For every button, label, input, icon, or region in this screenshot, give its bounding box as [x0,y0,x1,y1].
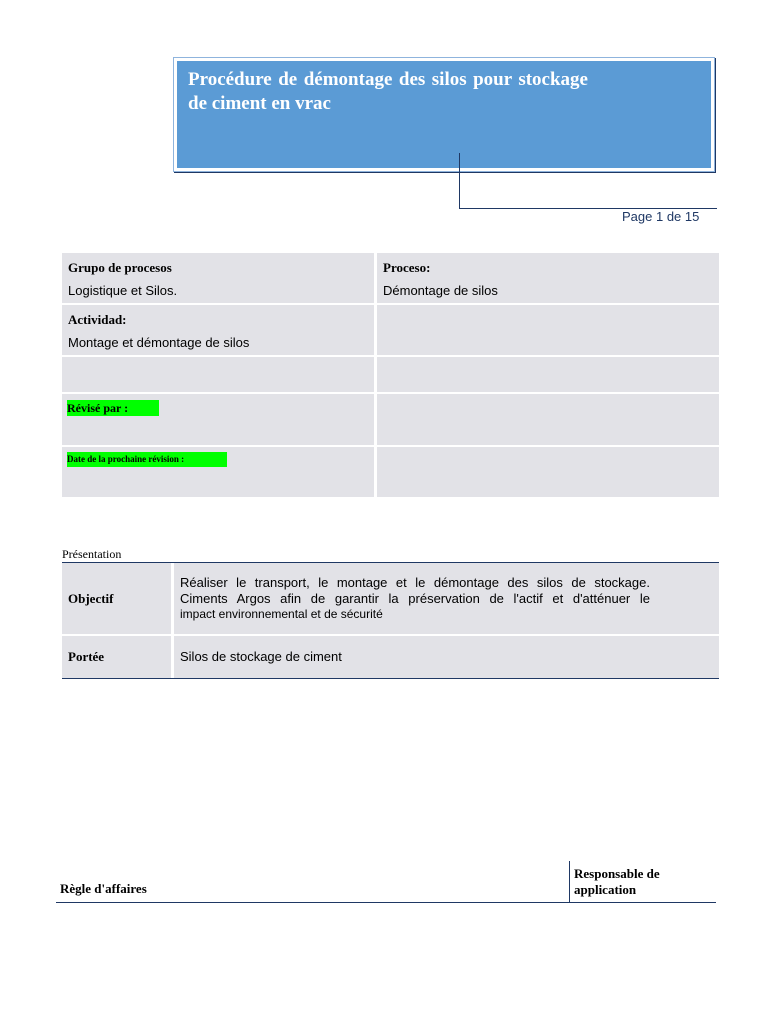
presentation-table [62,562,719,679]
rules-bottom-rule [56,902,716,903]
objective-text-line-3: impact environnemental et de sécurité [180,607,383,621]
table-row [62,253,719,305]
process-info-table [62,253,719,497]
next-revision-label: Date de la prochaine révision : [67,452,227,467]
page-indicator: Page 1 de 15 [622,209,700,224]
objective-label: Objectif [68,591,114,606]
activity-value: Montage et démontage de silos [68,335,250,350]
scope-label: Portée [68,649,105,664]
next-revision-value-cell [377,447,719,497]
table-row [62,563,719,636]
empty-cell [62,357,377,392]
process-label: Proceso: [383,260,431,275]
responsible-column-header: Responsable de application [574,866,660,897]
document-title-box [174,58,714,171]
activity-label: Actividad: [68,312,127,327]
scope-key-cell [62,636,174,678]
revised-by-cell [62,394,377,445]
process-group-cell [62,253,377,303]
process-group-value: Logistique et Silos. [68,283,178,298]
presentation-heading: Présentation [62,547,122,561]
table-row [62,636,719,678]
activity-empty-cell [377,305,719,355]
objective-key-cell [62,563,174,634]
revised-by-label: Révisé par : [67,400,159,416]
business-rules-title: Règle d'affaires [60,881,147,896]
next-revision-cell [62,447,377,497]
rules-column-divider [569,861,570,902]
table-row [62,357,719,394]
revised-by-value-cell [377,394,719,445]
document-title: Procédure de démontage des silos pour stockage de ciment en vrac [188,69,588,114]
process-value: Démontage de silos [383,283,498,298]
table-row [62,305,719,357]
scope-value: Silos de stockage de ciment [180,649,342,664]
title-connector-vertical [459,153,460,209]
objective-content-cell [174,563,719,634]
table-row [62,447,719,497]
objective-text-line-2: Ciments Argos afin de garantir la préservation de l'actif et d'atténuer le [180,591,650,606]
process-group-label: Grupo de procesos [68,260,172,275]
process-cell [377,253,719,303]
activity-cell [62,305,377,355]
objective-text-line-1: Réaliser le transport, le montage et le démontage des silos de stockage. [180,575,650,590]
table-row [62,394,719,447]
empty-cell [377,357,719,392]
scope-content-cell [174,636,719,678]
